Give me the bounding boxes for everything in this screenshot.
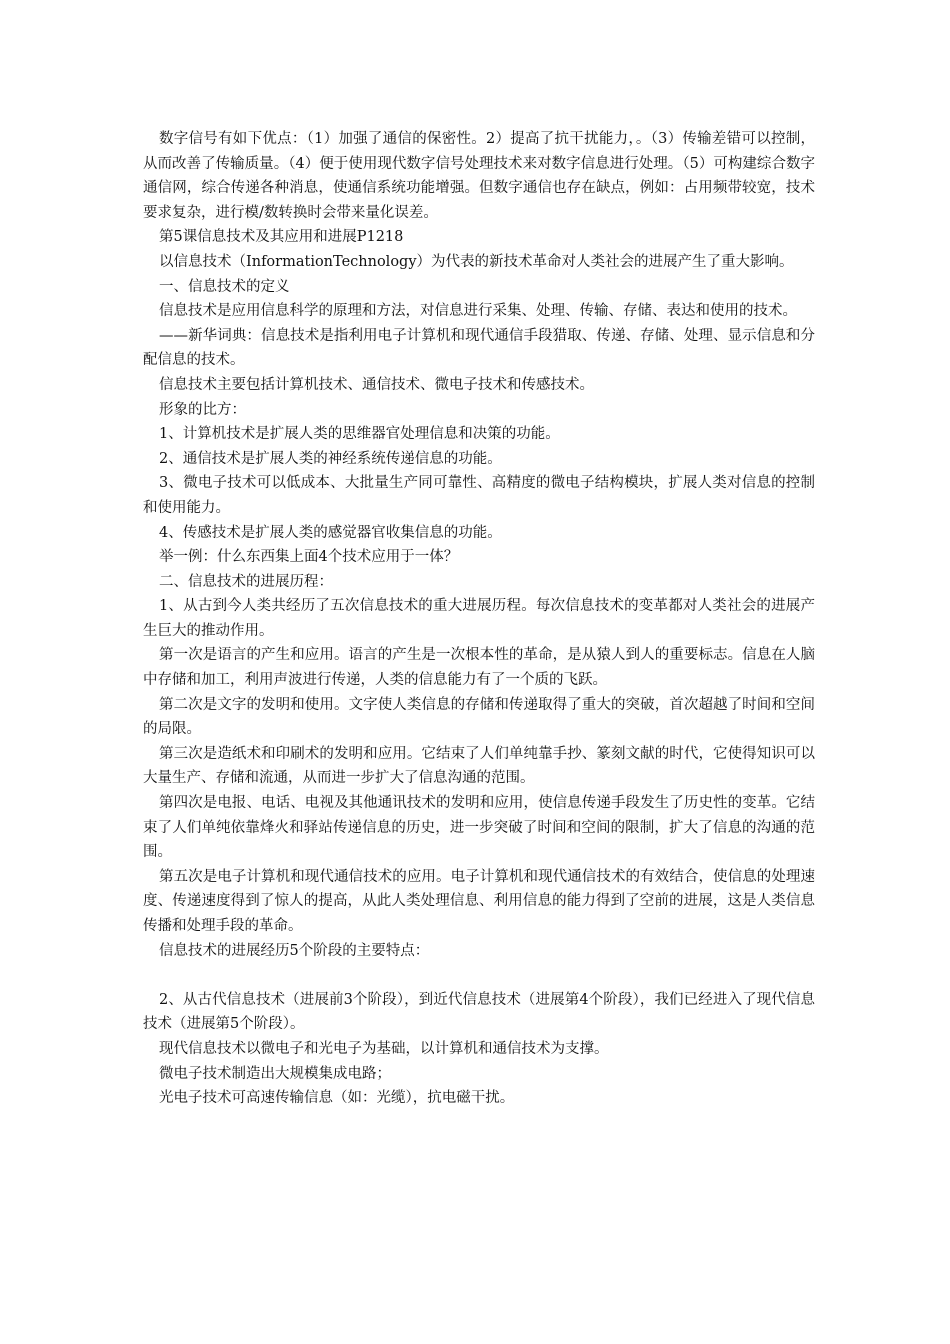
paragraph-lesson-title: 第5课信息技术及其应用和进展P1218 — [159, 229, 404, 246]
paragraph-it-definition: 信息技术是应用信息科学的原理和方法，对信息进行采集、处理、传输、存储、表达和使用的技术。 — [159, 303, 797, 320]
heading-it-definition: 一、信息技术的定义 — [159, 278, 290, 295]
paragraph-five-stages: 信息技术的进展经历5个阶段的主要特点： — [159, 942, 430, 959]
paragraph-modern-it-basis: 现代信息技术以微电子和光电子为基础，以计算机和通信技术为支撑。 — [159, 1040, 609, 1057]
paragraph-optoelectronics: 光电子技术可高速传输信息（如：光缆），抗电磁干扰。 — [159, 1090, 515, 1107]
paragraph-modern-it: 2、从古代信息技术（进展前3个阶段），到近代信息技术（进展第4个阶段），我们已经进入了现代信息技术（进展第5个阶段）。 — [143, 991, 815, 1033]
paragraph-example-question: 举一例：什么东西集上面4个技术应用于一体？ — [159, 549, 459, 566]
paragraph-second-revolution: 第二次是文字的发明和使用。文字使人类信息的存储和传递取得了重大的突破，首次超越了时间和空间的局限。 — [143, 696, 815, 738]
heading-it-history: 二、信息技术的进展历程： — [159, 573, 333, 590]
paragraph-microelectronics: 微电子技术制造出大规模集成电路； — [159, 1065, 391, 1082]
list-item-sensing-tech: 4、传感技术是扩展人类的感觉器官收集信息的功能。 — [159, 524, 502, 541]
list-item-microelectronics-tech: 3、微电子技术可以低成本、大批量生产同可靠性、高精度的微电子结构模块，扩展人类对信息的控制和使用能力。 — [143, 475, 815, 516]
paragraph-it-revolution: 以信息技术（InformationTechnology）为代表的新技术革命对人类社会的进展产生了重大影响。 — [159, 253, 794, 270]
paragraph-five-revolutions: 1、从古到今人类共经历了五次信息技术的重大进展历程。每次信息技术的变革都对人类社会的进展产生巨大的推动作用。 — [143, 598, 815, 639]
paragraph-digital-signal-advantages: 数字信号有如下优点：（1）加强了通信的保密性。2）提高了抗干扰能力，。（3）传输差错可以控制，从而改善了传输质量。（4）便于使用现代数字信号处理技术来对数字信息进行处理。（5）可构建综合数字通信网，综合传递各种消息，使通信系统功能增强。但数字通信也存在缺点，例如：占用频带较宽，技术要求复杂，进行模/数转换时会带来量化误差。 — [143, 131, 815, 221]
list-item-computer-tech: 1、计算机技术是扩展人类的思维器官处理信息和决策的功能。 — [159, 426, 560, 443]
paragraph-fourth-revolution: 第四次是电报、电话、电视及其他通讯技术的发明和应用，使信息传递手段发生了历史性的变革。它结束了人们单纯依靠烽火和驿站传递信息的历史，进一步突破了时间和空间的限制，扩大了信息的沟通的范围。 — [143, 795, 815, 861]
document-body — [143, 127, 815, 1111]
paragraph-third-revolution: 第三次是造纸术和印刷术的发明和应用。它结束了人们单纯靠手抄、篆刻文献的时代，它使得知识可以大量生产、存储和流通，从而进一步扩大了信息沟通的范围。 — [143, 745, 815, 787]
paragraph-it-components: 信息技术主要包括计算机技术、通信技术、微电子技术和传感技术。 — [159, 376, 594, 393]
paragraph-dictionary-definition: ——新华词典：信息技术是指利用电子计算机和现代通信手段猎取、传递、存储、处理、显示信息和分配信息的技术。 — [143, 327, 815, 369]
paragraph-first-revolution: 第一次是语言的产生和应用。语言的产生是一次根本性的革命，是从猿人到人的重要标志。信息在人脑中存储和加工，利用声波进行传递，人类的信息能力有了一个质的飞跃。 — [143, 647, 815, 689]
blank-line — [143, 963, 815, 988]
paragraph-analogy-heading: 形象的比方： — [159, 401, 246, 418]
list-item-communication-tech: 2、通信技术是扩展人类的神经系统传递信息的功能。 — [159, 450, 502, 467]
paragraph-fifth-revolution: 第五次是电子计算机和现代通信技术的应用。电子计算机和现代通信技术的有效结合，使信息的处理速度、传递速度得到了惊人的提高，从此人类处理信息、利用信息的能力得到了空前的进展，这是人类信息传播和处理手段的革命。 — [143, 868, 815, 934]
